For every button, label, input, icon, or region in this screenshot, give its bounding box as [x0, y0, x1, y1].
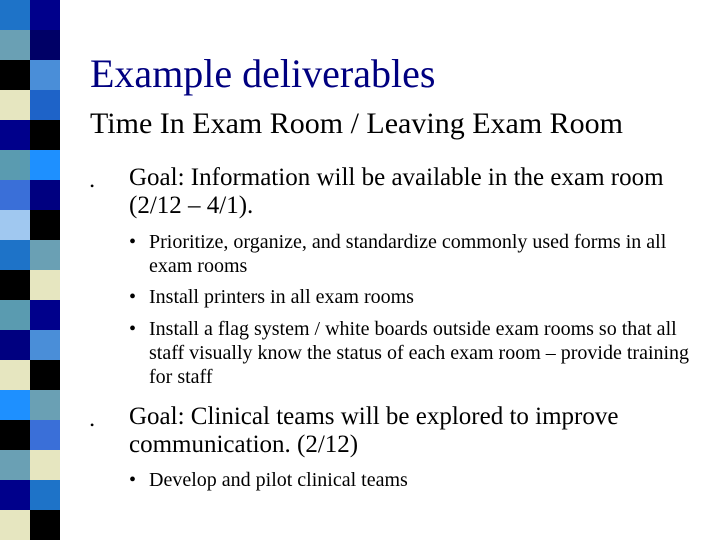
- goal-text: Goal: Information will be available in the exam room (2/12 – 4/1).: [129, 164, 664, 219]
- bullet-icon: •: [129, 469, 137, 491]
- bullet-icon: •: [129, 286, 137, 308]
- bullet-icon: •: [90, 418, 95, 432]
- bullet-icon: •: [129, 318, 137, 340]
- bullet-icon: •: [90, 179, 95, 193]
- sub-bullet-text: Install printers in all exam rooms: [149, 286, 414, 308]
- bullet-icon: •: [129, 231, 137, 253]
- slide-title: Example deliverables: [90, 51, 436, 96]
- sub-bullet-text: Prioritize, organize, and standardize commonly used forms in all exam rooms: [149, 231, 667, 277]
- sub-bullet-text: Develop and pilot clinical teams: [149, 469, 408, 491]
- goal-text: Goal: Clinical teams will be explored to improve communication. (2/12): [129, 403, 619, 458]
- slide-subtitle: Time In Exam Room / Leaving Exam Room: [90, 107, 624, 140]
- sub-bullet-text: Install a flag system / white boards outside exam rooms so that all staff visually know the status of each exam room – provide training for staff: [149, 318, 690, 388]
